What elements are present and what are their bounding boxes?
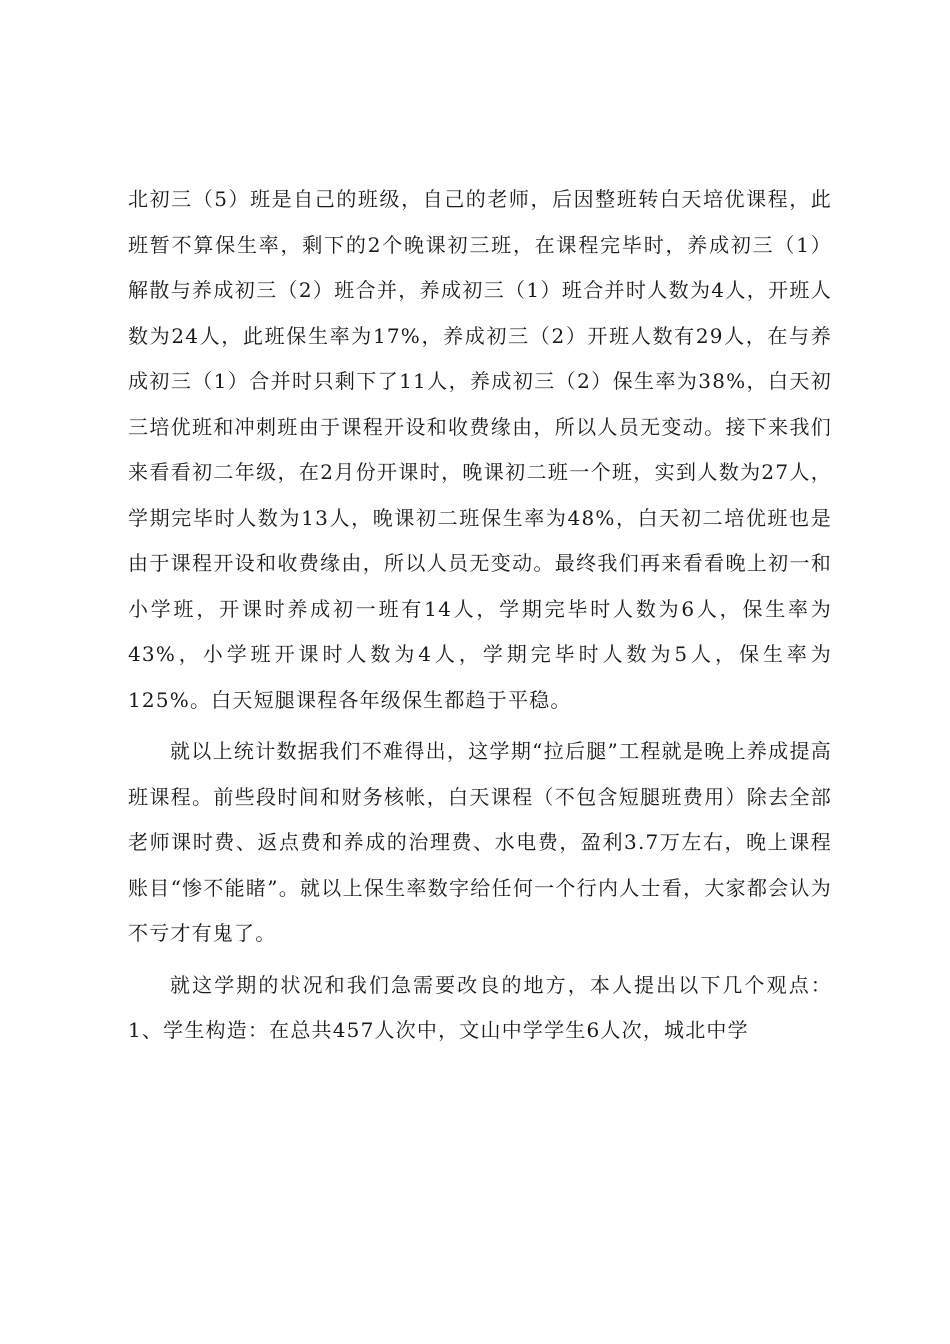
paragraph-1: 北初三（5）班是自己的班级，自己的老师，后因整班转白天培优课程，此班暂不算保生率，剩下的2个晚课初三班，在课程完毕时，养成初三（1）解散与养成初三（2）班合并，养成初三（1）班合并时人数为4人，开班人数为24人，此班保生率为17%，养成初三（2）开班人数有29人，在与养成初三（1）合并时只剩下了11人，养成初三（2）保生率为38%，白天初三培优班和冲刺班由于课程开设和收费缘由，所以人员无变动。接下来我们来看看初二年级，在2月份开课时，晚课初二班一个班，实到人数为27人，学期完毕时人数为13人，晚课初二班保生率为48%，白天初二培优班也是由于课程开设和收费缘由，所以人员无变动。最终我们再来看看晚上初一和小学班，开课时养成初一班有14人，学期完毕时人数为6人，保生率为43%，小学班开课时人数为4人，学期完毕时人数为5人，保生率为125%。白天短腿课程各年级保生都趋于平稳。 — [128, 187, 832, 712]
document-body — [128, 177, 832, 1054]
paragraph-3: 就这学期的状况和我们急需要改良的地方，本人提出以下几个观点：1、学生构造：在总共457人次中，文山中学学生6人次，城北中学 — [128, 972, 832, 1042]
paragraph-2: 就以上统计数据我们不难得出，这学期“拉后腿”工程就是晚上养成提高班课程。前些段时间和财务核帐，白天课程（不包含短腿班费用）除去全部老师课时费、返点费和养成的治理费、水电费，盈利3.7万左右，晚上课程账目“惨不能睹”。就以上保生率数字给任何一个行内人士看，大家都会认为不亏才有鬼了。 — [128, 739, 832, 945]
